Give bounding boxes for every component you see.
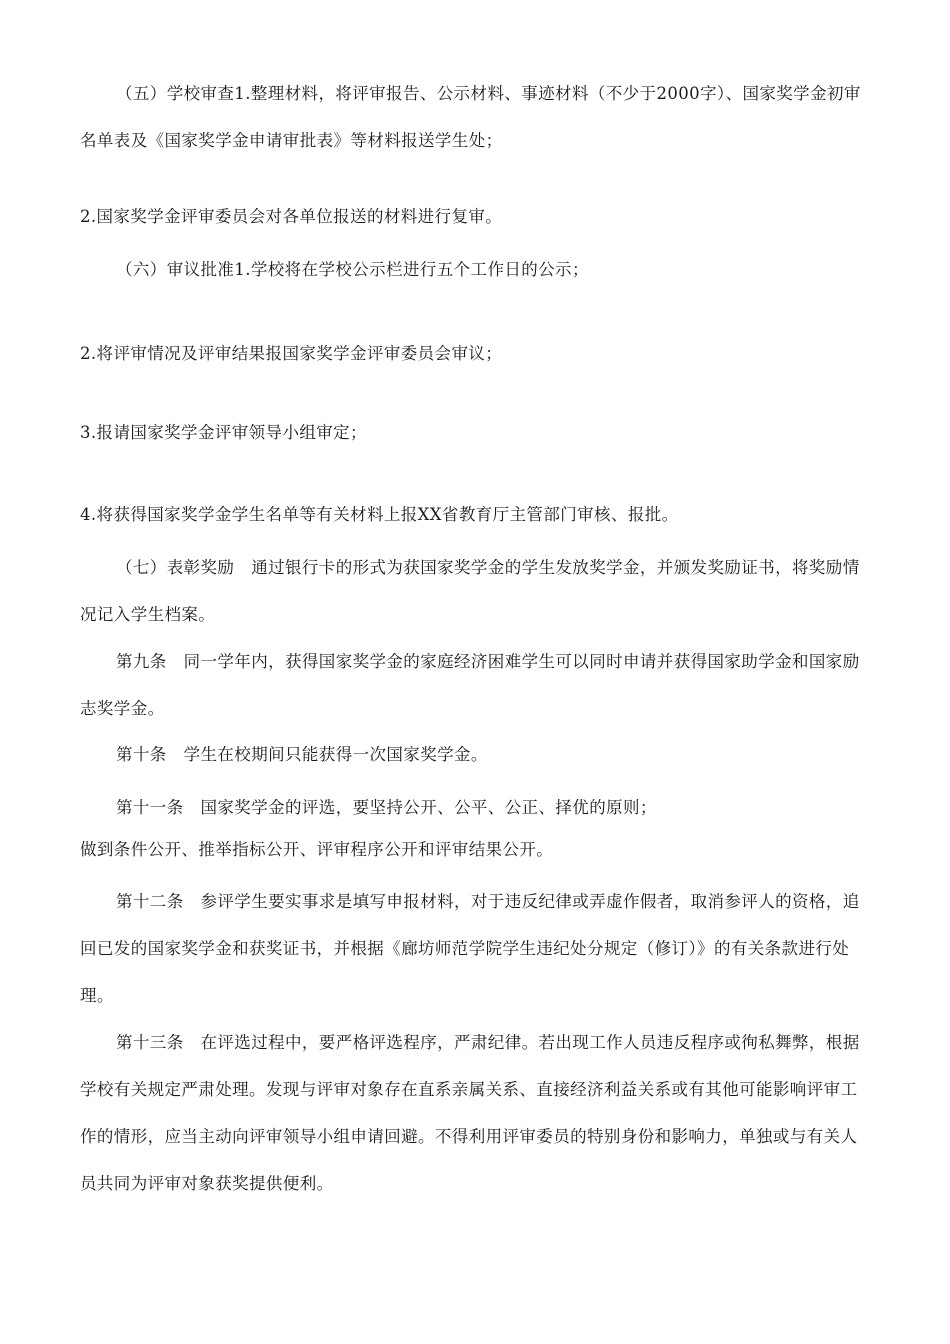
paragraph-school-review: （五）学校审查1.整理材料，将评审报告、公示材料、事迹材料（不少于2000字）、国家奖学金初审名单表及《国家奖学金申请审批表》等材料报送学生处； bbox=[80, 84, 861, 150]
paragraph-article-11: 第十一条 国家奖学金的评选，要坚持公开、公平、公正、择优的原则； bbox=[116, 798, 657, 817]
paragraph-article-13: 第十三条 在评选过程中，要严格评选程序，严肃纪律。若出现工作人员违反程序或徇私舞弊，根据学校有关规定严肃处理。发现与评审对象存在直系亲属关系、直接经济利益关系或有其他可能影响评审工作的情形，应当主动向评审领导小组申请回避。不得利用评审委员的特别身份和影响力，单独或与有关人员共同为评审对象获奖提供便利。 bbox=[80, 1033, 860, 1193]
paragraph-submit-list: 4.将获得国家奖学金学生名单等有关材料上报XX省教育厅主管部门审核、报批。 bbox=[80, 505, 679, 524]
paragraph-review-committee: 2.国家奖学金评审委员会对各单位报送的材料进行复审。 bbox=[80, 207, 503, 226]
paragraph-article-11-cont: 做到条件公开、推举指标公开、评审程序公开和评审结果公开。 bbox=[80, 840, 554, 859]
paragraph-article-12: 第十二条 参评学生要实事求是填写申报材料，对于违反纪律或弄虚作假者，取消参评人的资格，追回已发的国家奖学金和获奖证书，并根据《廊坊师范学院学生违纪处分规定（修订）》的有关条款进行处理。 bbox=[80, 892, 860, 1005]
paragraph-leadership-approval: 3.报请国家奖学金评审领导小组审定； bbox=[80, 423, 367, 442]
paragraph-report-results: 2.将评审情况及评审结果报国家奖学金评审委员会审议； bbox=[80, 344, 503, 363]
paragraph-article-9: 第九条 同一学年内，获得国家奖学金的家庭经济困难学生可以同时申请并获得国家助学金和国家励志奖学金。 bbox=[80, 652, 860, 718]
paragraph-article-10: 第十条 学生在校期间只能获得一次国家奖学金。 bbox=[116, 745, 488, 764]
paragraph-approval: （六）审议批准1.学校将在学校公示栏进行五个工作日的公示； bbox=[116, 260, 589, 279]
paragraph-commendation: （七）表彰奖励 通过银行卡的形式为获国家奖学金的学生发放奖学金，并颁发奖励证书，将奖励情况记入学生档案。 bbox=[80, 558, 860, 624]
